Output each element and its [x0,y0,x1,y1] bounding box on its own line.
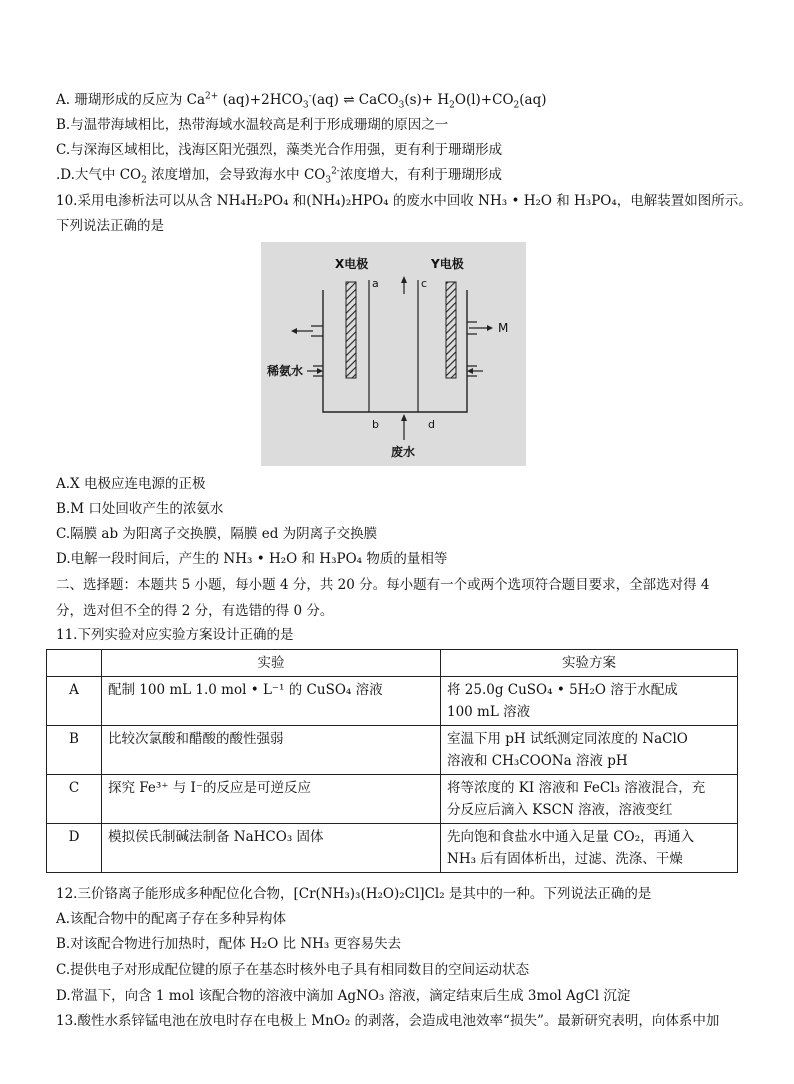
table-row [47,677,738,726]
row-plan: 先向饱和食盐水中通入足量 CO₂，再通入 NH₃ 后有固体析出，过滤、洗涤、干燥 [441,824,738,873]
table-header-option [47,650,102,677]
row-experiment: 探究 Fe³⁺ 与 I⁻的反应是可逆反应 [102,775,441,824]
q10-option-b: B.M 口处回收产生的浓氨水 [56,501,224,517]
right-inlet-arrow-icon [467,368,473,374]
q13-stem: 13.酸性水系锌锰电池在放电时存在电极上 MnO₂ 的剥落，会造成电池效率“损失”。最新研究表明，向体系中加 [56,1013,720,1029]
q12-stem: 12.三价铬离子能形成多种配位化合物，[Cr(NH₃)₃(H₂O)₂Cl]Cl₂ 是其中的一种。下列说法正确的是 [56,886,652,902]
q12-option-d: D.常温下，向含 1 mol 该配合物的溶液中滴加 AgNO₃ 溶液，滴定结束后生成 3mol AgCl 沉淀 [56,988,631,1004]
row-plan: 将等浓度的 KI 溶液和 FeCl₃ 溶液混合，充 分反应后滴入 KSCN 溶液，溶液变红 [441,775,738,824]
m-outlet-arrow-icon [487,325,493,331]
table-row [47,824,738,873]
q10-option-c: C.隔膜 ab 为阳离子交换膜，隔膜 ed 为阴离子交换膜 [56,526,378,542]
left-inlet-arrow-icon [317,368,323,374]
q9-option-d: .D.大气中 $CO_2$ 浓度增加，会导致海水中 $CO_3^{2-}$浓度增大，有利于珊瑚形成 [56,166,502,186]
x-electrode-label: X电极 [335,257,369,271]
label-c: c [421,277,428,290]
section2-instructions-line1: 二、选择题：本题共 5 小题，每小题 4 分，共 20 分。每小题有一个或两个选项符合题目要求，全部选对得 4 [56,577,710,593]
q12-option-c: C.提供电子对形成配位键的原子在基态时核外电子具有相同数目的空间运动状态 [56,962,530,978]
row-experiment: 比较次氯酸和醋酸的酸性强弱 [102,726,441,775]
equilibrium-arrow-icon: ⇌ [343,92,355,108]
row-option: D [47,824,102,873]
q9-option-b: B.与温带海域相比，热带海域水温较高是利于形成珊瑚的原因之一 [56,117,449,133]
top-outlet-arrow-icon [401,276,407,283]
q10-stem-line2: 下列说法正确的是 [56,218,164,234]
row-option: A [47,677,102,726]
y-electrode [446,282,456,378]
x-electrode [346,282,356,378]
electrodialysis-figure [261,242,526,466]
table-header-plan: 实验方案 [441,650,738,677]
table-header-row [47,650,738,677]
section2-instructions-line2: 分，选对但不全的得 2 分，有选错的得 0 分。 [56,603,334,619]
row-option: B [47,726,102,775]
label-a: a [372,277,379,290]
left-outlet-arrow-icon [291,328,297,334]
table-row [47,775,738,824]
row-experiment: 配制 100 mL 1.0 mol • L⁻¹ 的 CuSO₄ 溶液 [102,677,441,726]
row-experiment: 模拟侯氏制碱法制备 NaHCO₃ 固体 [102,824,441,873]
y-electrode-label: Y电极 [431,257,464,271]
electrolysis-apparatus-diagram [261,242,526,466]
label-m: M [498,321,509,335]
waste-water-label: 废水 [391,445,416,459]
row-plan: 将 25.0g CuSO₄ • 5H₂O 溶于水配成 100 mL 溶液 [441,677,738,726]
q9-option-a: A. 珊瑚形成的反应为 $Ca^{2+}$ $(aq)+2HCO_3^-(aq)$ ⇌ CaCO$_3$(s)+ $H_2O(l)+CO_2(aq)$ [56,91,547,111]
q11-stem: 11.下列实验对应实验方案设计正确的是 [56,627,294,643]
q10-option-d: D.电解一段时间后，产生的 NH₃ • H₂O 和 H₃PO₄ 物质的量相等 [56,551,448,567]
q10-option-a: A.X 电极应连电源的正极 [56,476,206,492]
q12-option-b: B.对该配合物进行加热时，配体 H₂O 比 NH₃ 更容易失去 [56,936,402,952]
q11-experiment-table [46,649,738,873]
row-plan: 室温下用 pH 试纸测定同浓度的 NaClO 溶液和 CH₃COONa 溶液 pH [441,726,738,775]
dilute-ammonia-label: 稀氨水 [267,364,304,378]
row-option: C [47,775,102,824]
label-b: b [372,418,379,431]
table-header-experiment: 实验 [102,650,441,677]
q10-stem-line1: 10.采用电渗析法可以从含 NH₄H₂PO₄ 和(NH₄)₂HPO₄ 的废水中回收 NH₃ • H₂O 和 H₃PO₄，电解装置如图所示。 [56,193,752,209]
label-d: d [428,418,435,431]
q9-option-c: C.与深海区域相比，浅海区阳光强烈，藻类光合作用强，更有利于珊瑚形成 [56,142,503,158]
tank-outline [323,290,467,412]
q12-option-a: A.该配合物中的配离子存在多种异构体 [56,911,287,927]
waste-inlet-arrow-icon [401,414,407,421]
table-row [47,726,738,775]
